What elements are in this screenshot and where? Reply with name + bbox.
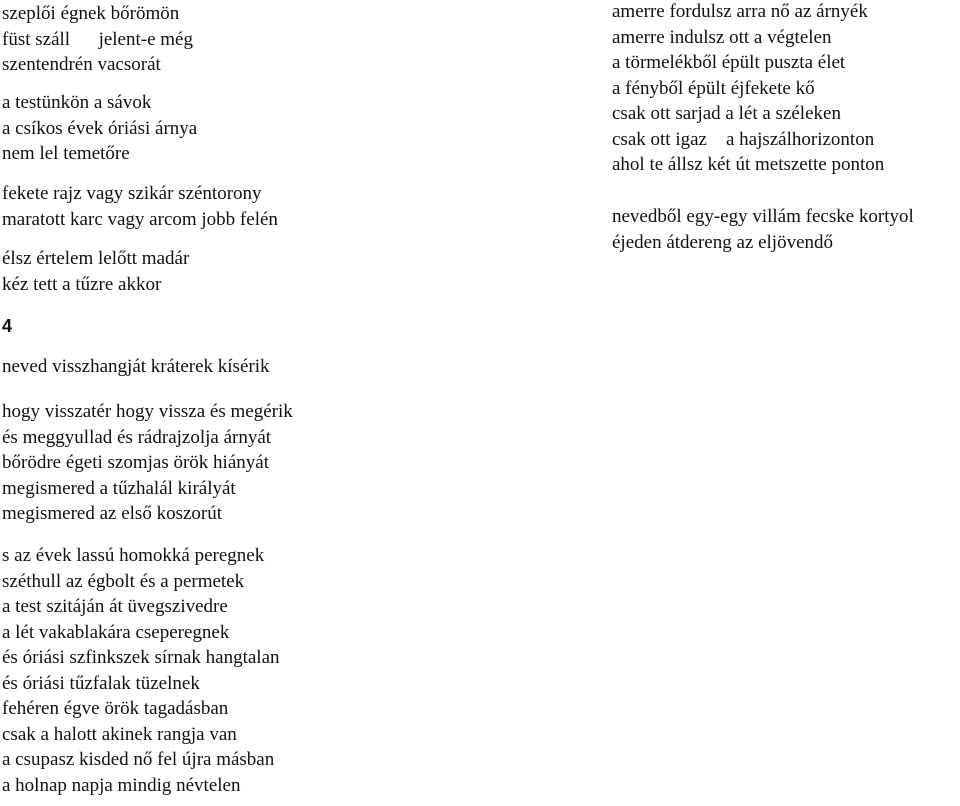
verse-line: füst száll jelent-e még [2,28,193,50]
verse-line: megismered az első koszorút [2,503,223,524]
verse-line: amerre fordulsz arra nő az árnyék [612,1,868,22]
section-number-text: 4 [2,316,13,336]
verse-line: megismered a tűzhalál királyát [2,477,236,499]
stanza-5 [2,354,269,380]
verse-line: szentendrén vacsorát [2,54,161,75]
verse-line: ahol te állsz két út metszette ponton [612,154,885,175]
stanza-7 [2,543,280,798]
verse-line: a fényből épült éjfekete kő [612,77,815,99]
verse-line: élsz értelem lelőtt madár [2,248,190,269]
verse-line: a holnap napja mindig névtelen [2,774,241,796]
stanza-right-1 [612,0,884,178]
verse-line: és meggyullad és rádrajzolja árnyát [2,426,272,448]
verse-line: nem lel temetőre [2,143,130,164]
verse-line: éjeden átdereng az eljövendő [612,231,834,253]
verse-line: kéz tett a tűzre akkor [2,273,162,295]
verse-line: a test szitáján át üvegszivedre [2,596,228,617]
verse-line: neved visszhangját kráterek kísérik [2,356,270,377]
verse-line: fehéren égve örök tagadásban [2,698,229,719]
section-number [2,315,12,337]
verse-line: széthull az égbolt és a permetek [2,570,245,592]
verse-line: szeplői égnek bőrömön [2,3,180,24]
verse-line: bőrödre égeti szomjas örök hiányát [2,452,269,473]
verse-line: a lét vakablakára cseperegnek [2,621,230,643]
stanza-2 [2,90,197,167]
verse-line: s az évek lassú homokká peregnek [2,545,265,566]
verse-line: fekete rajz vagy szikár széntorony [2,183,262,204]
verse-line: a törmelékből épült puszta élet [612,52,846,73]
verse-line: csak ott igaz a hajszálhorizonton [612,128,875,150]
verse-line: csak ott sarjad a lét a széleken [612,103,841,124]
stanza-6 [2,399,293,527]
verse-line: és óriási szfinkszek sírnak hangtalan [2,647,280,668]
verse-line: és óriási tűzfalak tüzelnek [2,672,200,694]
verse-line: csak a halott akinek rangja van [2,723,237,745]
stanza-right-2 [612,204,914,255]
verse-line: a csíkos évek óriási árnya [2,117,198,139]
stanza-1 [2,1,193,78]
stanza-4 [2,246,189,297]
verse-line: a testünkön a sávok [2,92,152,113]
stanza-3 [2,181,278,232]
verse-line: hogy visszatér hogy vissza és megérik [2,401,293,422]
verse-line: amerre indulsz ott a végtelen [612,26,832,48]
verse-line: a csupasz kisded nő fel újra másban [2,749,275,770]
verse-line: nevedből egy-egy villám fecske kortyol [612,206,914,227]
verse-line: maratott karc vagy arcom jobb felén [2,208,278,230]
